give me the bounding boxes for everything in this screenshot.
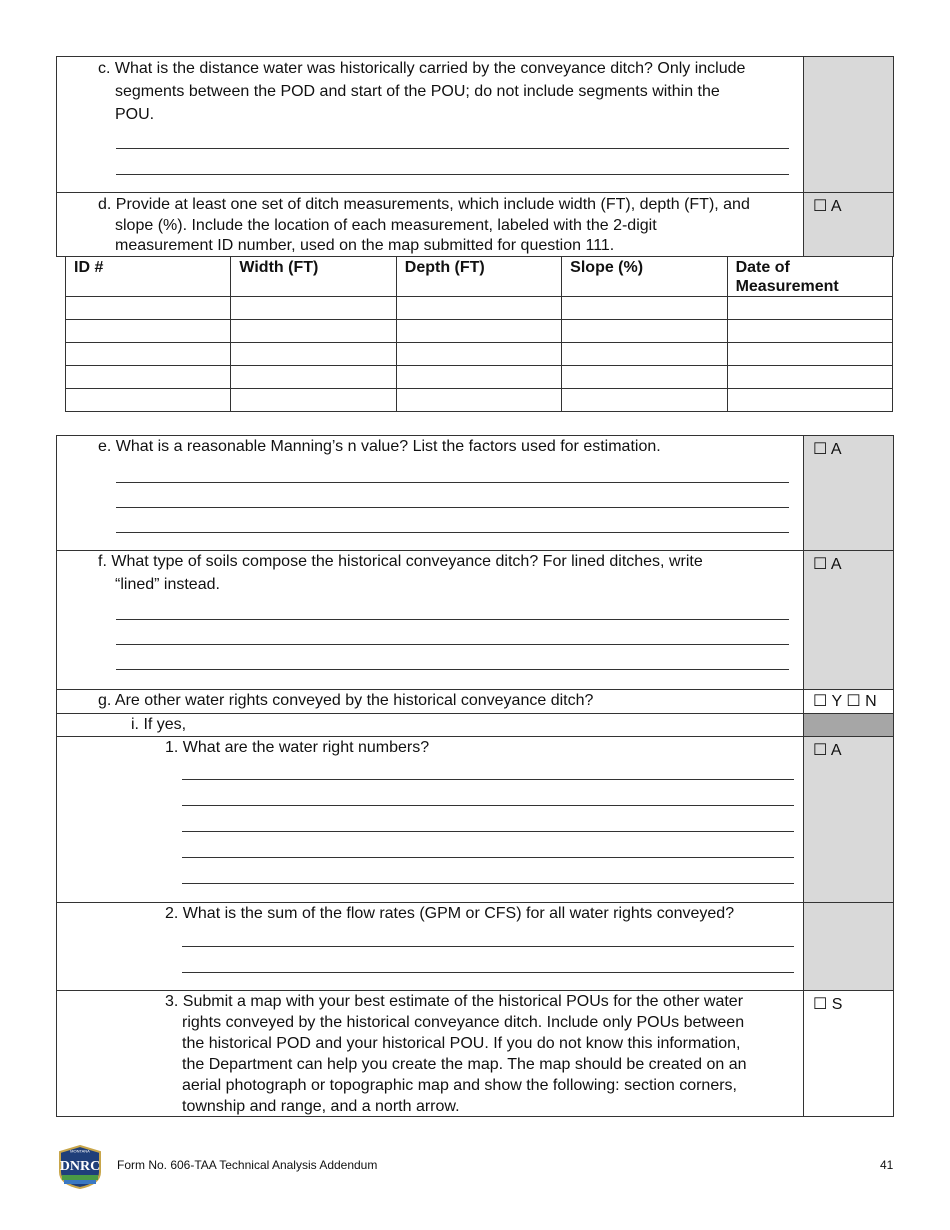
- table-row: [66, 343, 893, 366]
- answer-line[interactable]: [182, 883, 794, 884]
- question-c-line-1: c. What is the distance water was historically carried by the conveyance ditch? Only include: [98, 60, 746, 77]
- page-number: 41: [880, 1158, 894, 1172]
- column-depth: Depth (FT): [396, 257, 561, 297]
- question-f-row: [57, 550, 893, 689]
- question-c-line-2: segments between the POD and start of the POU; do not include segments within the: [115, 83, 720, 100]
- answer-line[interactable]: [116, 644, 789, 645]
- question-g-3-line-4: the Department can help you create the map. The map should be created on an: [182, 1056, 747, 1073]
- question-e-text: e. What is a reasonable Manning’s n value? List the factors used for estimation.: [98, 438, 661, 455]
- logo-text: DNRC: [59, 1159, 101, 1174]
- answer-line[interactable]: [182, 857, 794, 858]
- table-cell[interactable]: [727, 320, 892, 343]
- question-c-row: [57, 57, 893, 192]
- table-cell[interactable]: [562, 389, 727, 412]
- question-d-line-3: measurement ID number, used on the map submitted for question 111.: [115, 237, 615, 254]
- table-cell[interactable]: [66, 366, 231, 389]
- question-g-2-gray-cell: [803, 903, 893, 990]
- table-cell[interactable]: [727, 297, 892, 320]
- answer-line[interactable]: [116, 619, 789, 620]
- question-g-i-gray-cell: [803, 714, 893, 736]
- answer-line[interactable]: [182, 972, 794, 973]
- column-date: Date of Measurement: [727, 257, 892, 297]
- dnrc-logo: [56, 1144, 104, 1190]
- table-cell[interactable]: [396, 320, 561, 343]
- question-box-e-g: [56, 435, 894, 1117]
- table-cell[interactable]: [562, 297, 727, 320]
- table-row: [66, 366, 893, 389]
- column-width: Width (FT): [231, 257, 396, 297]
- answer-line[interactable]: [116, 174, 789, 175]
- question-g-3-line-2: rights conveyed by the historical conveyance ditch. Include only POUs between: [182, 1014, 745, 1031]
- table-cell[interactable]: [727, 366, 892, 389]
- question-f-line-1: f. What type of soils compose the historical conveyance ditch? For lined ditches, write: [98, 553, 703, 570]
- column-id: ID #: [66, 257, 231, 297]
- table-cell[interactable]: [66, 297, 231, 320]
- answer-line[interactable]: [182, 805, 794, 806]
- table-header-row: [66, 257, 893, 297]
- question-g-3-line-1: 3. Submit a map with your best estimate of the historical POUs for the other water: [165, 993, 744, 1010]
- question-g-1: [57, 737, 803, 902]
- question-g-3-row: [57, 990, 893, 1116]
- question-e: [57, 436, 803, 550]
- table-cell[interactable]: [231, 366, 396, 389]
- question-d-line-1: d. Provide at least one set of ditch measurements, which include width (FT), depth (FT), and: [98, 196, 750, 213]
- table-cell[interactable]: [396, 297, 561, 320]
- question-f-line-2: “lined” instead.: [115, 576, 220, 593]
- answer-line[interactable]: [116, 532, 789, 533]
- question-g: [57, 690, 803, 713]
- logo-top-text: MONTANA: [70, 1148, 90, 1154]
- table-cell[interactable]: [66, 320, 231, 343]
- answer-line[interactable]: [116, 669, 789, 670]
- question-box-c-d: [56, 56, 894, 257]
- question-g-3-line-6: township and range, and a north arrow.: [182, 1098, 460, 1115]
- answer-checkbox-yes-no[interactable]: ☐ Y ☐ N: [803, 690, 893, 713]
- answer-line[interactable]: [116, 148, 789, 149]
- question-g-2-text: 2. What is the sum of the flow rates (GPM or CFS) for all water rights conveyed?: [165, 905, 735, 922]
- table-cell[interactable]: [231, 320, 396, 343]
- table-cell[interactable]: [66, 343, 231, 366]
- question-d-line-2: slope (%). Include the location of each measurement, labeled with the 2-digit: [115, 217, 657, 234]
- question-d-row: [57, 192, 893, 256]
- form-name: Form No. 606-TAA Technical Analysis Addendum: [117, 1158, 378, 1172]
- table-cell[interactable]: [396, 389, 561, 412]
- answer-checkbox-a[interactable]: ☐ A: [803, 436, 893, 550]
- answer-checkbox-a[interactable]: ☐ A: [803, 737, 893, 902]
- answer-line[interactable]: [182, 779, 794, 780]
- answer-line[interactable]: [116, 482, 789, 483]
- answer-line[interactable]: [116, 507, 789, 508]
- question-g-3-line-5: aerial photograph or topographic map and show the following: section corners,: [182, 1077, 737, 1094]
- answer-checkbox-s[interactable]: ☐ S: [803, 991, 893, 1116]
- question-g-i-text: i. If yes,: [131, 716, 187, 733]
- answer-line[interactable]: [182, 831, 794, 832]
- measurement-table: [65, 256, 893, 412]
- question-e-row: [57, 436, 893, 550]
- table-cell[interactable]: [727, 343, 892, 366]
- table-cell[interactable]: [231, 389, 396, 412]
- question-c-gray-cell: [803, 57, 893, 192]
- column-slope: Slope (%): [562, 257, 727, 297]
- table-cell[interactable]: [562, 343, 727, 366]
- table-cell[interactable]: [396, 343, 561, 366]
- question-g-2-row: [57, 902, 893, 990]
- table-cell[interactable]: [562, 366, 727, 389]
- question-g-i: [57, 714, 803, 736]
- table-cell[interactable]: [396, 366, 561, 389]
- table-cell[interactable]: [231, 297, 396, 320]
- question-c-line-3: POU.: [115, 106, 155, 123]
- question-g-row: [57, 689, 893, 713]
- table-row: [66, 297, 893, 320]
- table-cell[interactable]: [66, 389, 231, 412]
- table-cell[interactable]: [562, 320, 727, 343]
- question-g-text: g. Are other water rights conveyed by the historical conveyance ditch?: [98, 692, 594, 709]
- question-c: [57, 57, 803, 192]
- question-g-3-line-3: the historical POD and your historical POU. If you do not know this information,: [182, 1035, 741, 1052]
- question-g-1-row: [57, 736, 893, 902]
- question-g-3: [57, 991, 803, 1116]
- table-cell[interactable]: [727, 389, 892, 412]
- answer-line[interactable]: [182, 946, 794, 947]
- question-g-1-text: 1. What are the water right numbers?: [165, 739, 430, 756]
- question-g-2: [57, 903, 803, 990]
- table-row: [66, 320, 893, 343]
- answer-checkbox-a[interactable]: ☐ A: [803, 193, 893, 256]
- answer-checkbox-a[interactable]: ☐ A: [803, 551, 893, 689]
- table-row: [66, 389, 893, 412]
- question-f: [57, 551, 803, 689]
- question-d: [57, 193, 803, 256]
- question-g-i-row: [57, 713, 893, 736]
- table-cell[interactable]: [231, 343, 396, 366]
